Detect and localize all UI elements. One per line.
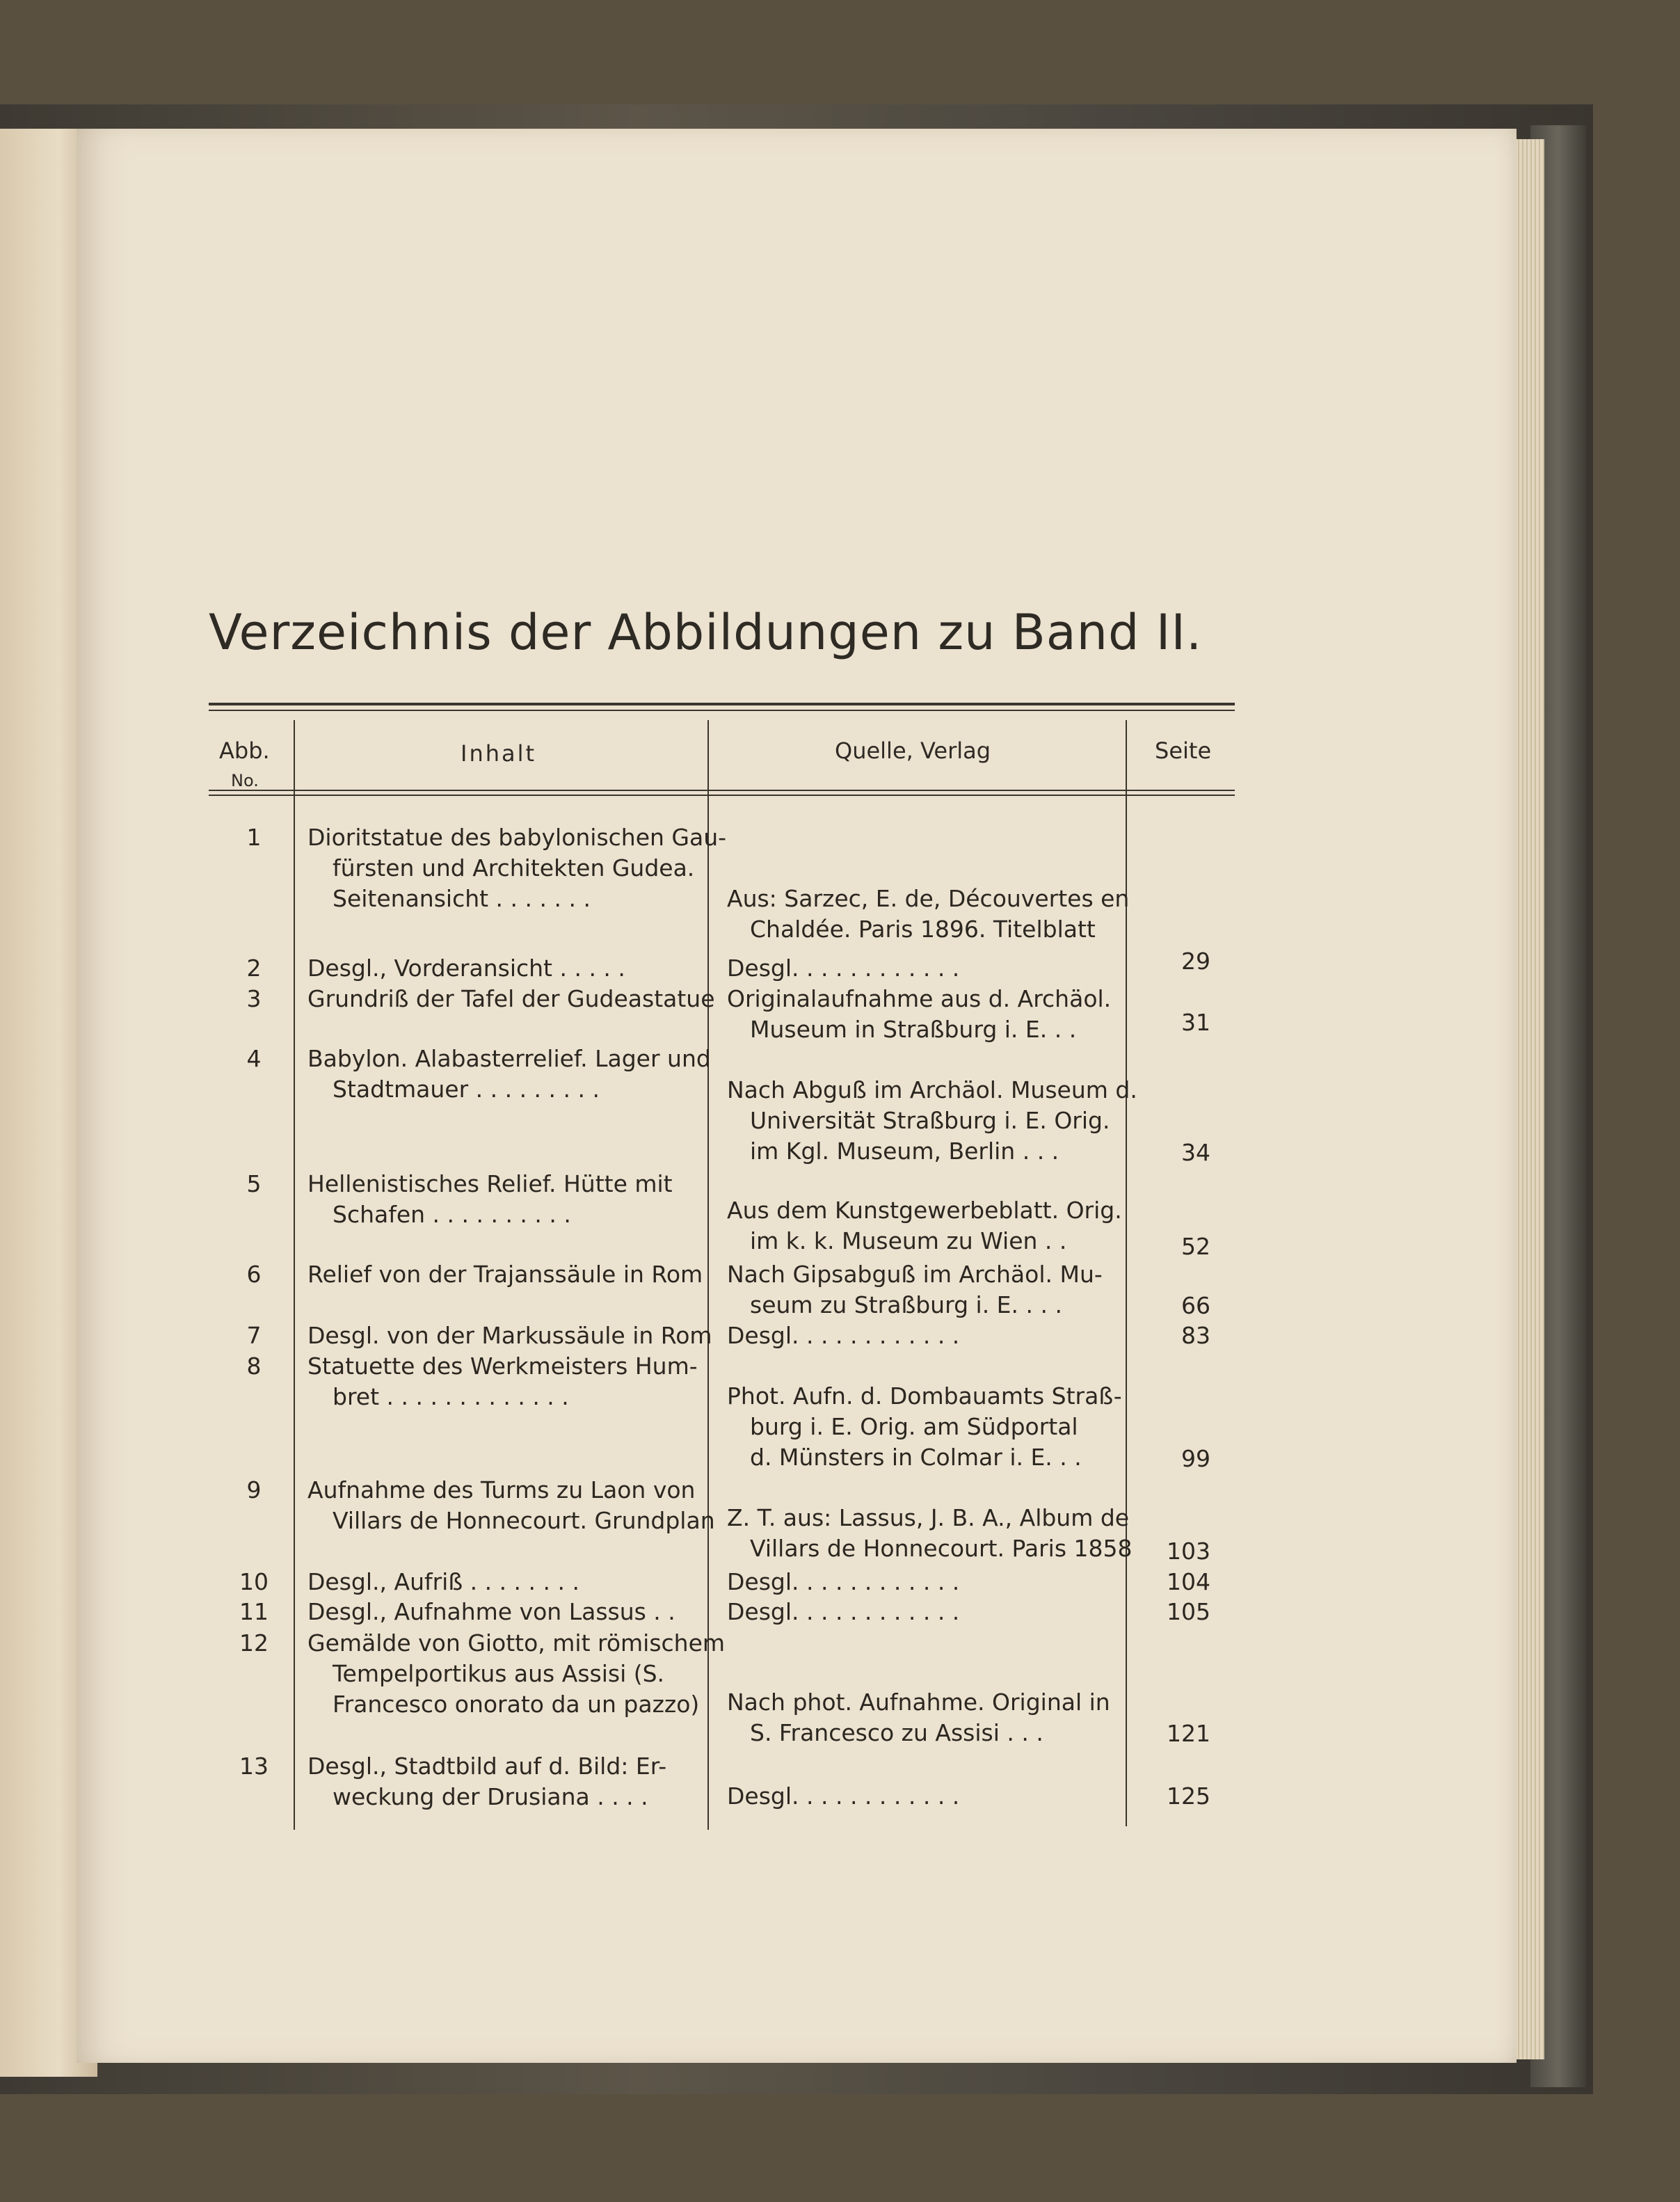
header-quelle: Quelle, Verlag xyxy=(835,737,991,764)
figure-number: 7 xyxy=(246,1322,262,1349)
figure-content-line: Hellenistisches Relief. Hütte mit xyxy=(307,1170,673,1197)
header-rule-1 xyxy=(209,790,1235,791)
figure-page-number: 83 xyxy=(1181,1322,1210,1349)
figure-content-line: Desgl., Aufriß . . . . . . . . xyxy=(307,1568,579,1595)
figure-source-line: Originalaufnahme aus d. Archäol. xyxy=(727,985,1112,1012)
figure-number: 6 xyxy=(246,1261,262,1288)
figure-source-line: Nach Abguß im Archäol. Museum d. xyxy=(727,1076,1137,1103)
figure-page-number: 105 xyxy=(1167,1598,1210,1625)
figure-source-line: Desgl. . . . . . . . . . . . xyxy=(727,955,960,982)
figure-source-line: im k. k. Museum zu Wien . . xyxy=(750,1227,1067,1254)
figure-source-line: Nach phot. Aufnahme. Original in xyxy=(727,1689,1110,1716)
header-no: No. xyxy=(231,771,259,790)
figure-number: 5 xyxy=(246,1170,262,1197)
figure-content-line: Aufnahme des Turms zu Laon von xyxy=(307,1476,696,1503)
figure-content-line: weckung der Drusiana . . . . xyxy=(333,1783,648,1810)
figure-source-line: Desgl. . . . . . . . . . . . xyxy=(727,1568,960,1595)
figure-page-number: 66 xyxy=(1181,1292,1210,1319)
figure-content-line: Francesco onorato da un pazzo) xyxy=(333,1691,700,1718)
figure-content-line: Grundriß der Tafel der Gudeastatue xyxy=(307,985,715,1012)
figure-source-line: Phot. Aufn. d. Dombauamts Straß- xyxy=(727,1382,1122,1410)
figure-source-line: burg i. E. Orig. am Südportal xyxy=(750,1413,1078,1440)
figure-content-line: Villars de Honnecourt. Grundplan xyxy=(333,1507,715,1534)
figure-page-number: 34 xyxy=(1181,1139,1210,1166)
figure-page-number: 52 xyxy=(1181,1233,1210,1260)
figure-content-line: Babylon. Alabasterrelief. Lager und xyxy=(307,1045,711,1072)
figure-source-line: im Kgl. Museum, Berlin . . . xyxy=(750,1138,1059,1165)
figure-number: 10 xyxy=(239,1568,269,1595)
title-rule-thick xyxy=(209,703,1235,705)
figure-number: 8 xyxy=(246,1353,262,1380)
figure-page-number: 125 xyxy=(1167,1782,1210,1810)
header-rule-2 xyxy=(209,795,1235,796)
figure-number: 1 xyxy=(246,824,262,851)
column-rule-1 xyxy=(294,720,295,1830)
figure-page-number: 121 xyxy=(1167,1720,1210,1747)
figure-number: 11 xyxy=(239,1598,269,1625)
figure-content-line: bret . . . . . . . . . . . . . xyxy=(333,1383,569,1410)
figure-content-line: Desgl., Stadtbild auf d. Bild: Er- xyxy=(307,1753,667,1780)
figure-content-line: Gemälde von Giotto, mit römischem xyxy=(307,1629,726,1657)
figure-page-number: 104 xyxy=(1167,1568,1210,1595)
figure-content-line: Desgl., Aufnahme von Lassus . . xyxy=(307,1598,675,1625)
figure-source-line: Aus dem Kunstgewerbeblatt. Orig. xyxy=(727,1197,1122,1224)
figure-source-line: Villars de Honnecourt. Paris 1858 xyxy=(750,1535,1133,1562)
figure-page-number: 103 xyxy=(1167,1538,1210,1565)
figure-source-line: Museum in Straßburg i. E. . . xyxy=(750,1016,1077,1043)
figure-number: 2 xyxy=(246,955,262,982)
figure-source-line: Chaldée. Paris 1896. Titelblatt xyxy=(750,916,1096,943)
figure-content-line: Schafen . . . . . . . . . . xyxy=(333,1201,571,1228)
figure-source-line: seum zu Straßburg i. E. . . . xyxy=(750,1291,1062,1318)
figure-content-line: Dioritstatue des babylonischen Gau- xyxy=(307,824,727,851)
figure-source-line: Universität Straßburg i. E. Orig. xyxy=(750,1107,1110,1134)
figure-content-line: Desgl. von der Markussäule in Rom xyxy=(307,1322,712,1349)
figure-number: 3 xyxy=(246,985,262,1012)
figure-content-line: Desgl., Vorderansicht . . . . . xyxy=(307,955,625,982)
figure-content-line: Tempelportikus aus Assisi (S. xyxy=(333,1660,665,1687)
figure-source-line: Desgl. . . . . . . . . . . . xyxy=(727,1598,960,1625)
figure-content-line: Stadtmauer . . . . . . . . . xyxy=(333,1076,600,1103)
figure-source-line: Nach Gipsabguß im Archäol. Mu- xyxy=(727,1261,1103,1288)
page-title: Verzeichnis der Abbildungen zu Band II. xyxy=(209,604,1203,661)
figure-number: 13 xyxy=(239,1753,269,1780)
figure-page-number: 29 xyxy=(1181,948,1210,975)
figure-page-number: 31 xyxy=(1181,1009,1210,1036)
figure-number: 4 xyxy=(246,1045,262,1072)
figure-page-number: 99 xyxy=(1181,1445,1210,1472)
figure-source-line: d. Münsters in Colmar i. E. . . xyxy=(750,1444,1082,1471)
figure-content-line: Seitenansicht . . . . . . . xyxy=(333,885,591,912)
figure-content-line: Relief von der Trajanssäule in Rom xyxy=(307,1261,703,1288)
figure-source-line: Desgl. . . . . . . . . . . . xyxy=(727,1322,960,1349)
figure-source-line: Z. T. aus: Lassus, J. B. A., Album de xyxy=(727,1504,1130,1531)
header-abb: Abb. xyxy=(219,737,270,764)
figure-source-line: Aus: Sarzec, E. de, Découvertes en xyxy=(727,885,1130,912)
header-seite: Seite xyxy=(1155,737,1212,764)
figure-source-line: S. Francesco zu Assisi . . . xyxy=(750,1719,1043,1746)
column-rule-2 xyxy=(707,720,709,1830)
title-rule-thin xyxy=(209,710,1235,711)
figure-source-line: Desgl. . . . . . . . . . . . xyxy=(727,1782,960,1810)
figure-number: 9 xyxy=(246,1476,262,1503)
header-inhalt: Inhalt xyxy=(461,740,537,767)
figure-content-line: Statuette des Werkmeisters Hum- xyxy=(307,1353,698,1380)
figure-content-line: fürsten und Architekten Gudea. xyxy=(333,854,695,881)
figure-number: 12 xyxy=(239,1629,269,1657)
